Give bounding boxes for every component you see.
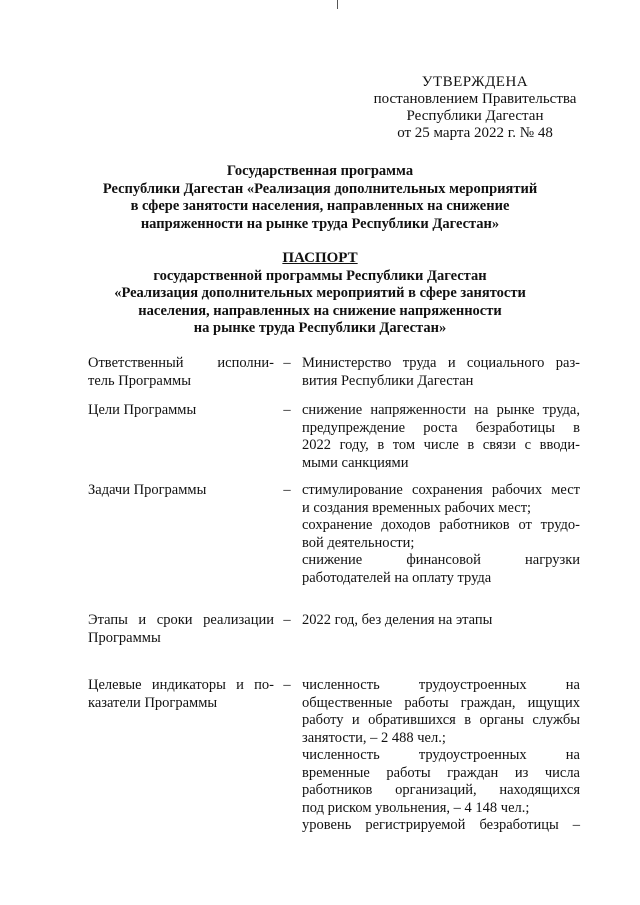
row-value-line: 2022 году, в том числе в связи с вводи- xyxy=(302,437,580,453)
row-label xyxy=(88,612,274,647)
row-value-line: уровень регистрируемой безработицы – xyxy=(302,817,580,833)
row-label-line: казатели Программы xyxy=(88,694,218,711)
row-value-line: занятости, – 2 488 чел.; xyxy=(302,729,446,746)
row-value-line: численность трудоустроенных на xyxy=(302,747,580,763)
passport-heading: ПАСПОРТ xyxy=(282,250,358,266)
row-value-line: вития Республики Дагестан xyxy=(302,372,474,389)
row-label-line: Этапы и сроки реализации xyxy=(88,612,274,628)
program-title-line: в сфере занятости населения, направленных на снижение xyxy=(130,198,510,214)
row-dash: – xyxy=(283,355,291,371)
row-value xyxy=(302,677,580,835)
program-title-line: Государственная программа xyxy=(226,163,414,179)
row-dash: – xyxy=(283,612,291,628)
row-label xyxy=(88,402,274,420)
row-value-line: сохранение доходов работников от трудо- xyxy=(302,517,580,533)
row-value xyxy=(302,355,580,390)
approval-line: постановлением Правительства xyxy=(373,91,577,107)
row-value-line: мыми санкциями xyxy=(302,454,409,471)
row-value-line: Министерство труда и социального раз- xyxy=(302,355,580,371)
row-value-line: временные работы граждан из числа xyxy=(302,764,580,781)
row-value-line: работу и обратившихся в органы службы xyxy=(302,712,580,728)
row-dash: – xyxy=(283,402,291,418)
row-label xyxy=(88,355,274,390)
row-label-line: Целевые индикаторы и по- xyxy=(88,677,274,693)
row-value xyxy=(302,402,580,472)
row-label xyxy=(88,482,274,500)
row-value-line: работников организаций, находящихся xyxy=(302,782,580,798)
row-value xyxy=(302,612,580,630)
row-value-line: общественные работы граждан, ищущих xyxy=(302,694,580,711)
approval-line: от 25 марта 2022 г. № 48 xyxy=(397,125,553,141)
row-value xyxy=(302,482,580,587)
scan-mark xyxy=(337,0,338,9)
row-dash: – xyxy=(283,677,291,693)
passport-title-line: населения, направленных на снижение напряженности xyxy=(138,302,502,319)
row-label xyxy=(88,677,274,712)
row-value-line: и создания временных рабочих мест; xyxy=(302,499,532,516)
approval-line: Республики Дагестан xyxy=(406,108,544,124)
row-value-line: снижение финансовой нагрузки xyxy=(302,552,580,568)
approval-title: УТВЕРЖДЕНА xyxy=(421,74,529,90)
row-value-line: предупреждение роста безработицы в xyxy=(302,419,580,436)
row-label-line: Ответственный исполни- xyxy=(88,355,274,371)
row-dash: – xyxy=(283,482,291,498)
row-value-line: снижение напряженности на рынке труда, xyxy=(302,402,580,418)
passport-title-line: «Реализация дополнительных мероприятий в сфере занятости xyxy=(114,285,526,301)
program-title-line: напряженности на рынке труда Республики Дагестан» xyxy=(140,215,500,232)
passport-title xyxy=(60,250,580,338)
passport-title-line: на рынке труда Республики Дагестан» xyxy=(193,320,447,336)
row-value-line: численность трудоустроенных на xyxy=(302,677,580,693)
row-label-line: Программы xyxy=(88,629,161,646)
row-label-line: Задачи Программы xyxy=(88,482,207,498)
row-label-line: Цели Программы xyxy=(88,402,197,418)
row-value-line: 2022 год, без деления на этапы xyxy=(302,612,493,628)
row-value-line: вой деятельности; xyxy=(302,534,415,551)
row-label-line: тель Программы xyxy=(88,372,191,389)
program-title-line: Республики Дагестан «Реализация дополнительных мероприятий xyxy=(102,180,538,197)
program-title xyxy=(60,163,580,233)
row-value-line: стимулирование сохранения рабочих мест xyxy=(302,482,580,498)
approval-block xyxy=(360,74,590,142)
row-value-line: под риском увольнения, – 4 148 чел.; xyxy=(302,799,530,816)
row-value-line: работодателей на оплату труда xyxy=(302,569,492,586)
passport-title-line: государственной программы Республики Дагестан xyxy=(153,267,487,284)
